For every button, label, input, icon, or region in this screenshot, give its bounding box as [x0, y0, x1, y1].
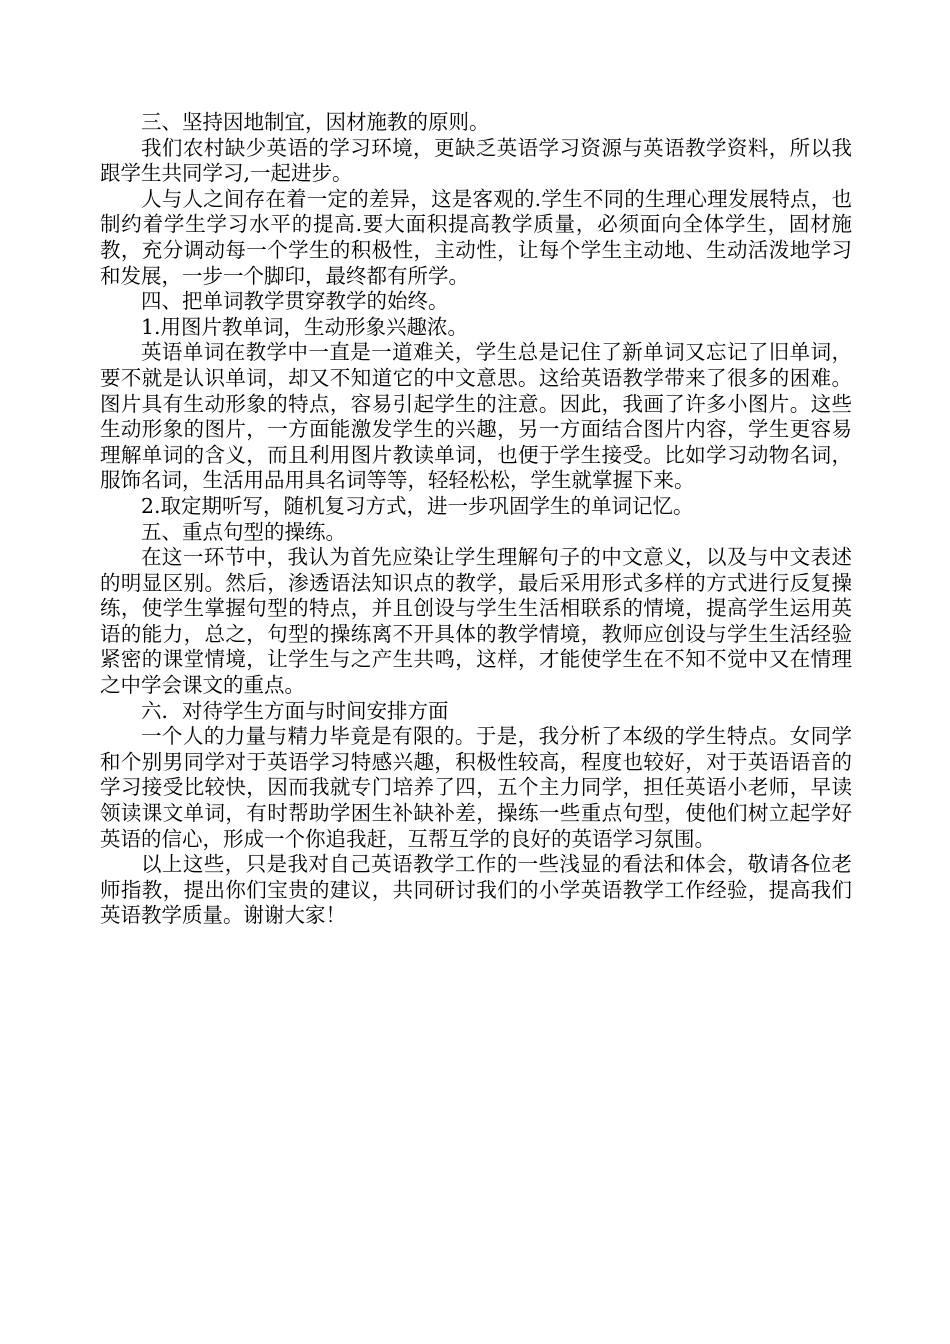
closing-paragraph: 以上这些，只是我对自己英语教学工作的一些浅显的看法和体会，敬请各位老师指教，提出你们宝贵的建议，共同研讨我们的小学英语教学工作经验，提高我们英语教学质量。谢谢大家！ — [100, 852, 852, 928]
body-paragraph: 人与人之间存在着一定的差异，这是客观的.学生不同的生理心理发展特点，也制约着学生学习水平的提高.要大面积提高教学质量，必须面向全体学生，固材施教，充分调动每一个学生的积极性，主动性，让每个学生主动地、生动活泼地学习和发展，一步一个脚印，最终都有所学。 — [100, 186, 852, 288]
document-body — [100, 110, 852, 929]
section-heading-5: 五、重点句型的操练。 — [141, 519, 346, 544]
section-heading-6: 六．对待学生方面与时间安排方面 — [141, 698, 449, 723]
body-paragraph: 在这一环节中，我认为首先应染让学生理解句子的中文意义，以及与中文表述的明显区别。然后，渗透语法知识点的教学，最后采用形式多样的方式进行反复操练，使学生掌握句型的特点，并且创设与学生生活相联系的情境，提高学生运用英语的能力，总之，句型的操练离不开具体的教学情境，教师应创设与学生生活经验紧密的课堂情境，让学生与之产生共鸣，这样，才能使学生在不知不觉中又在情理之中学会课文的重点。 — [100, 545, 852, 698]
subheading-1: 1.用图片教单词，生动形象兴趣浓。 — [141, 314, 469, 339]
section-heading-3: 三、坚持因地制宜，因材施教的原则。 — [141, 110, 490, 134]
body-paragraph: 英语单词在教学中一直是一道难关，学生总是记住了新单词又忘记了旧单词，要不就是认识单词，却又不知道它的中文意思。这给英语教学带来了很多的困难。图片具有生动形象的特点，容易引起学生的注意。因此，我画了许多小图片。这些生动形象的图片，一方面能激发学生的兴趣，另一方面结合图片内容，学生更容易理解单词的含义，而且利用图片教读单词，也便于学生接受。比如学习动物名词，服饰名词，生活用品用具名词等等，轻轻松松，学生就掌握下来。 — [100, 340, 852, 493]
subheading-2: 2.取定期听写，随机复习方式，进一步巩固学生的单词记忆。 — [141, 493, 694, 518]
section-heading-4: 四、把单词教学贯穿教学的始终。 — [141, 289, 449, 314]
body-paragraph: 我们农村缺少英语的学习环境，更缺乏英语学习资源与英语教学资料，所以我跟学生共同学习,一起进步。 — [100, 135, 852, 186]
body-paragraph: 一个人的力量与精力毕竟是有限的。于是，我分析了本级的学生特点。女同学和个别男同学对于英语学习特感兴趣，积极性较高，程度也较好，对于英语语音的学习接受比较快，因而我就专门培养了四，五个主力同学，担任英语小老师，早读领读课文单词，有时帮助学困生补缺补差，操练一些重点句型，使他们树立起学好英语的信心，形成一个你追我赶，互帮互学的良好的英语学习氛围。 — [100, 724, 852, 851]
